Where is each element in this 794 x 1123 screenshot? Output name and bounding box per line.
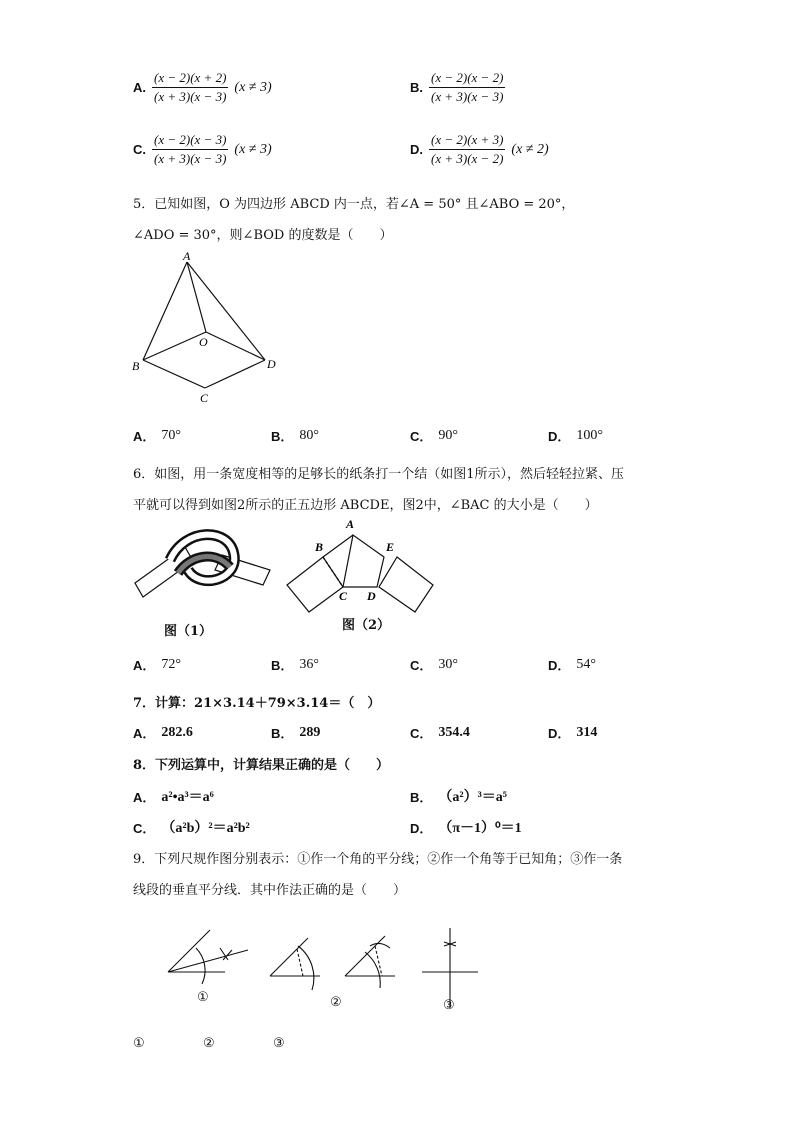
numerator: (x − 2)(x − 2) <box>429 70 505 88</box>
q9-answer-3[interactable]: ③ <box>273 1036 285 1051</box>
q8-option-a[interactable] <box>133 786 214 806</box>
point-label-e: E <box>386 540 395 554</box>
q5-option-d[interactable] <box>548 426 603 445</box>
q7-option-b[interactable] <box>271 723 320 742</box>
q8-option-d[interactable] <box>410 817 522 837</box>
option-label: B. <box>410 80 423 95</box>
q5-quadrilateral-figure <box>125 250 295 410</box>
fraction <box>152 132 228 167</box>
construction-figures <box>160 920 490 1015</box>
q8-stem: 8．下列运算中，计算结果正确的是（ ） <box>133 758 390 773</box>
fraction <box>152 70 228 105</box>
figure-caption-3: ③ <box>443 998 455 1013</box>
option-label: D． <box>548 429 571 444</box>
q8-option-c[interactable] <box>133 817 250 837</box>
q4-option-b[interactable] <box>410 70 505 105</box>
option-label: A． <box>133 429 156 444</box>
q4-option-c[interactable] <box>133 132 272 167</box>
denominator: (x + 3)(x − 3) <box>154 89 227 104</box>
option-value: （a²）³＝a⁵ <box>438 790 507 805</box>
q5-option-a[interactable] <box>133 426 181 445</box>
q7-option-c[interactable] <box>410 723 470 742</box>
option-label: D． <box>548 726 571 741</box>
q9-answer-2[interactable]: ② <box>203 1036 215 1051</box>
option-value: 80° <box>299 427 319 443</box>
option-value: 100° <box>576 427 603 443</box>
option-value: 90° <box>438 427 458 443</box>
q5-option-b[interactable] <box>271 426 319 445</box>
option-label: A. <box>133 80 146 95</box>
point-label-a: A <box>346 517 355 531</box>
option-value: 30° <box>438 656 458 672</box>
option-label: A． <box>133 789 156 805</box>
option-value: 354.4 <box>438 724 470 740</box>
fig2-caption: 图（2） <box>342 618 391 633</box>
q9-stem-line2: 线段的垂直平分线．其中作法正确的是（ ） <box>133 883 407 898</box>
option-label: D. <box>410 142 423 157</box>
condition: (x ≠ 3) <box>234 79 272 95</box>
option-value: （π－1）⁰＝1 <box>438 821 522 836</box>
q8-option-b[interactable] <box>410 786 507 806</box>
option-value: 54° <box>576 656 596 672</box>
option-label: B． <box>410 789 433 805</box>
option-value: 36° <box>299 656 319 672</box>
q9-stem-line1: 9．下列尺规作图分别表示：①作一个角的平分线；②作一个角等于已知角；③作一条 <box>133 852 623 867</box>
q7-stem: 7．计算：21×3.14＋79×3.14＝（ ） <box>133 696 381 711</box>
fraction <box>429 70 505 105</box>
point-label-b: B <box>315 540 324 554</box>
numerator: (x − 2)(x + 2) <box>152 70 228 88</box>
q6-option-b[interactable] <box>271 655 319 674</box>
option-label: C． <box>133 820 156 836</box>
denominator: (x + 3)(x − 3) <box>431 89 504 104</box>
fraction <box>429 132 505 167</box>
option-value: 70° <box>161 427 181 443</box>
numerator: (x − 2)(x + 3) <box>429 132 505 150</box>
condition: (x ≠ 3) <box>234 141 272 157</box>
option-value: 72° <box>161 656 181 672</box>
option-label: C. <box>133 142 146 157</box>
point-label-c: C <box>200 391 209 405</box>
denominator: (x + 3)(x − 3) <box>154 151 227 166</box>
option-label: D． <box>410 820 433 836</box>
option-value: （a²b）²＝a²b² <box>161 821 250 836</box>
option-value: 314 <box>576 724 598 740</box>
q4-option-d[interactable] <box>410 132 549 167</box>
option-label: C． <box>410 429 433 444</box>
point-label-d: D <box>267 357 276 371</box>
q7-option-d[interactable] <box>548 723 597 742</box>
denominator: (x + 3)(x − 2) <box>431 151 504 166</box>
point-label-c: C <box>339 589 348 603</box>
point-label-b: B <box>132 359 140 373</box>
q7-option-a[interactable] <box>133 723 193 742</box>
option-label: A． <box>133 658 156 673</box>
option-label: B． <box>271 429 294 444</box>
point-label-o: O <box>199 335 208 349</box>
point-label-a: A <box>183 250 191 263</box>
option-value: 282.6 <box>161 724 193 740</box>
condition: (x ≠ 2) <box>511 141 549 157</box>
option-label: B． <box>271 658 294 673</box>
option-value: a²•a³＝a⁶ <box>161 790 214 805</box>
q6-stem-line2: 平就可以得到如图2所示的正五边形 ABCDE，图2中，∠BAC 的大小是（ ） <box>133 498 598 513</box>
point-label-d: D <box>367 589 376 603</box>
q5-stem-line2: ∠ADO = 30°，则∠BOD 的度数是（ ） <box>133 228 393 243</box>
option-label: C． <box>410 726 433 741</box>
option-label: C． <box>410 658 433 673</box>
q6-stem-line1: 6．如图，用一条宽度相等的足够长的纸条打一个结（如图1所示），然后轻轻拉紧、压 <box>133 467 625 482</box>
option-value: 289 <box>299 724 321 740</box>
paper-knot-figure <box>130 525 275 605</box>
figure-caption-1: ① <box>197 990 209 1005</box>
fig1-caption: 图（1） <box>164 624 213 639</box>
figure-caption-2: ② <box>330 995 342 1010</box>
option-label: D． <box>548 658 571 673</box>
option-label: A． <box>133 726 156 741</box>
numerator: (x − 2)(x − 3) <box>152 132 228 150</box>
q6-option-a[interactable] <box>133 655 181 674</box>
q5-stem-line1: 5．已知如图，O 为四边形 ABCD 内一点，若∠A = 50° 且∠ABO = 20°， <box>133 197 575 212</box>
pentagon-knot-figure <box>283 515 438 615</box>
q9-answer-1[interactable]: ① <box>133 1036 145 1051</box>
q5-option-c[interactable] <box>410 426 458 445</box>
q6-option-c[interactable] <box>410 655 458 674</box>
option-label: B． <box>271 726 294 741</box>
q4-option-a[interactable] <box>133 70 272 105</box>
q6-option-d[interactable] <box>548 655 596 674</box>
